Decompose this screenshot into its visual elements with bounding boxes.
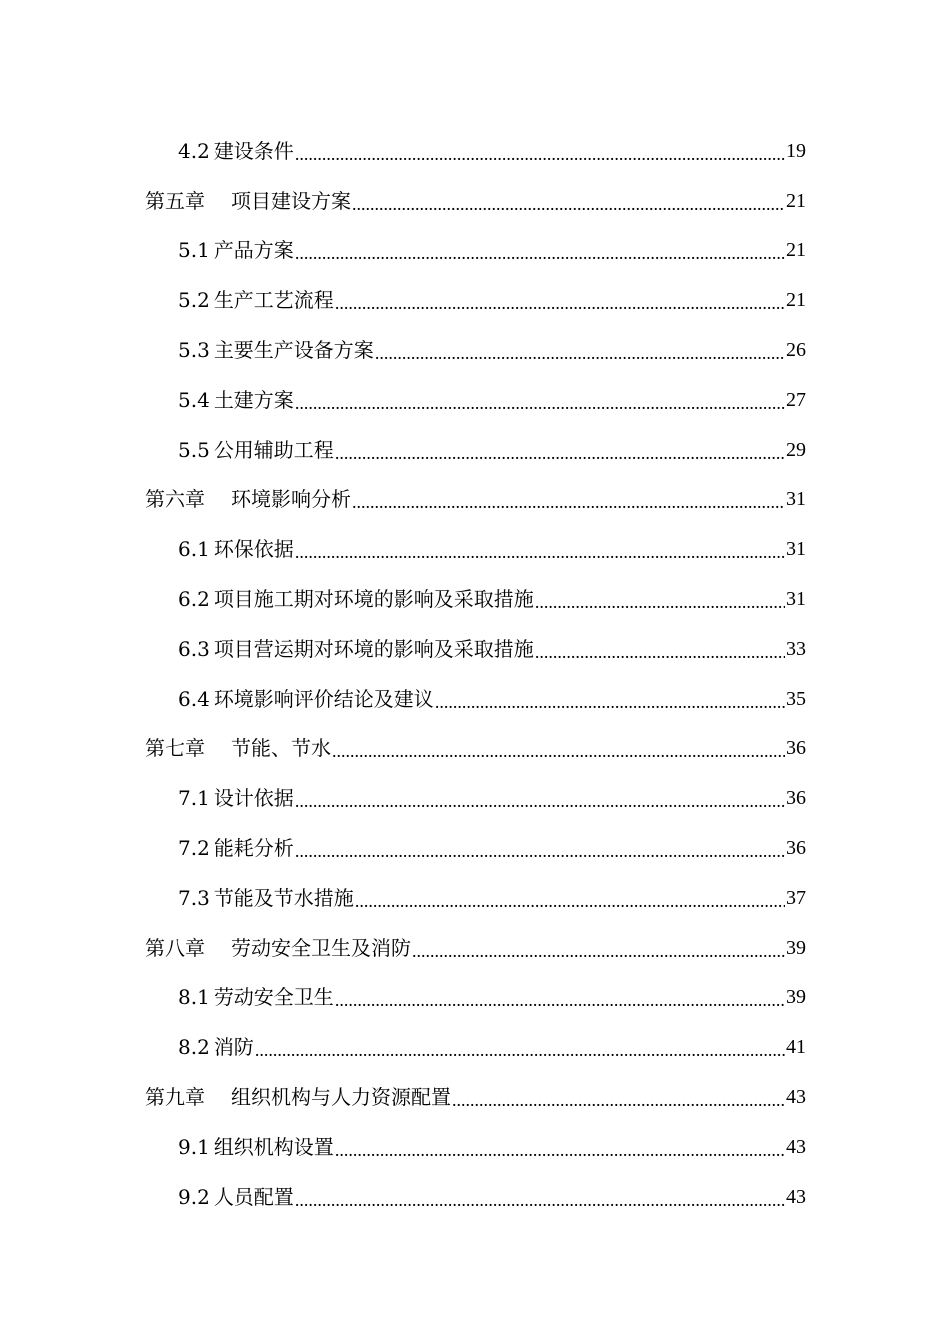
dot-leader — [335, 293, 785, 313]
dot-leader — [352, 492, 785, 512]
toc-entry-title — [178, 836, 294, 861]
toc-entry-number: 6.4 — [178, 686, 210, 711]
toc-section-entry[interactable] — [0, 524, 950, 574]
toc-entry-text: 组织机构设置 — [213, 1134, 334, 1159]
toc-entry-title — [145, 935, 411, 960]
toc-page-number: 29 — [786, 438, 806, 461]
dot-leader — [295, 791, 785, 811]
toc-entry-number: 9.2 — [178, 1184, 210, 1209]
toc-entry-text: 劳动安全卫生 — [213, 985, 334, 1010]
toc-page-number: 31 — [786, 488, 806, 511]
toc-page-number: 39 — [786, 936, 806, 959]
toc-entry-title — [178, 636, 534, 661]
toc-entry-title — [178, 288, 334, 313]
toc-entry-number: 5.2 — [178, 288, 210, 313]
dot-leader — [452, 1090, 785, 1110]
toc-entry-text: 节能、节水 — [231, 736, 331, 761]
toc-section-entry[interactable] — [0, 574, 950, 624]
toc-page-number: 21 — [786, 289, 806, 312]
toc-page-number: 31 — [786, 588, 806, 611]
toc-entry-text: 生产工艺流程 — [213, 288, 334, 313]
toc-entry-text: 能耗分析 — [213, 836, 294, 861]
toc-entry-text: 项目施工期对环境的影响及采取措施 — [213, 587, 534, 612]
toc-entry-text: 产品方案 — [213, 238, 294, 263]
toc-entry-text: 建设条件 — [213, 138, 294, 163]
toc-entry-number: 第八章 — [145, 935, 205, 960]
dot-leader — [335, 990, 785, 1010]
toc-entry-title — [178, 138, 294, 163]
toc-entry-number: 5.4 — [178, 387, 210, 412]
toc-page-number: 43 — [786, 1185, 806, 1208]
toc-entry-title — [178, 1184, 294, 1209]
toc-entry-number: 7.2 — [178, 836, 210, 861]
toc-entry-title — [178, 437, 334, 462]
toc-page-number: 33 — [786, 637, 806, 660]
dot-leader — [295, 144, 785, 164]
toc-entry-title — [178, 537, 294, 562]
toc-entry-title — [145, 736, 331, 761]
dot-leader — [295, 542, 785, 562]
toc-chapter-entry[interactable] — [0, 475, 950, 525]
toc-entry-text: 主要生产设备方案 — [213, 338, 374, 363]
toc-entry-text: 项目建设方案 — [231, 188, 351, 213]
toc-section-entry[interactable] — [0, 1172, 950, 1222]
dot-leader — [295, 393, 785, 413]
toc-section-entry[interactable] — [0, 624, 950, 674]
toc-entry-number: 8.1 — [178, 985, 210, 1010]
toc-entry-number: 6.2 — [178, 587, 210, 612]
toc-page-number: 36 — [786, 787, 806, 810]
toc-entry-text: 项目营运期对环境的影响及采取措施 — [213, 636, 534, 661]
table-of-contents — [0, 126, 950, 1222]
toc-entry-title — [145, 1085, 451, 1110]
dot-leader — [335, 1140, 785, 1160]
toc-section-entry[interactable] — [0, 674, 950, 724]
toc-entry-text: 劳动安全卫生及消防 — [231, 935, 411, 960]
dot-leader — [332, 741, 785, 761]
toc-entry-title — [178, 238, 294, 263]
toc-entry-title — [178, 885, 354, 910]
toc-section-entry[interactable] — [0, 873, 950, 923]
dot-leader — [295, 243, 785, 263]
toc-entry-number: 5.1 — [178, 238, 210, 263]
toc-page-number: 39 — [786, 986, 806, 1009]
toc-entry-text: 环境影响评价结论及建议 — [213, 686, 434, 711]
toc-entry-text: 公用辅助工程 — [213, 437, 334, 462]
toc-entry-number: 8.2 — [178, 1035, 210, 1060]
toc-page-number: 21 — [786, 239, 806, 262]
toc-chapter-entry[interactable] — [0, 176, 950, 226]
toc-section-entry[interactable] — [0, 1022, 950, 1072]
dot-leader — [295, 1190, 785, 1210]
toc-section-entry[interactable] — [0, 973, 950, 1023]
toc-entry-text: 节能及节水措施 — [213, 885, 354, 910]
toc-entry-text: 消防 — [213, 1035, 254, 1060]
toc-chapter-entry[interactable] — [0, 724, 950, 774]
toc-section-entry[interactable] — [0, 375, 950, 425]
dot-leader — [335, 443, 785, 463]
toc-entry-number: 第六章 — [145, 487, 205, 512]
toc-entry-title — [145, 487, 351, 512]
toc-page-number: 37 — [786, 886, 806, 909]
toc-section-entry[interactable] — [0, 1122, 950, 1172]
toc-entry-number: 5.3 — [178, 338, 210, 363]
toc-page-number: 41 — [786, 1036, 806, 1059]
toc-entry-number: 4.2 — [178, 138, 210, 163]
dot-leader — [435, 692, 785, 712]
dot-leader — [352, 194, 785, 214]
toc-entry-text: 土建方案 — [213, 387, 294, 412]
toc-entry-number: 第九章 — [145, 1085, 205, 1110]
toc-page-number: 21 — [786, 189, 806, 212]
dot-leader — [375, 343, 785, 363]
toc-entry-number: 6.1 — [178, 537, 210, 562]
toc-page-number: 27 — [786, 388, 806, 411]
toc-entry-number: 第七章 — [145, 736, 205, 761]
toc-entry-title — [145, 188, 351, 213]
toc-entry-text: 环保依据 — [213, 537, 294, 562]
toc-page-number: 43 — [786, 1135, 806, 1158]
toc-section-entry[interactable] — [0, 226, 950, 276]
toc-page-number: 43 — [786, 1086, 806, 1109]
toc-page-number: 31 — [786, 538, 806, 561]
toc-section-entry[interactable] — [0, 425, 950, 475]
toc-section-entry[interactable] — [0, 823, 950, 873]
toc-section-entry[interactable] — [0, 126, 950, 176]
toc-entry-title — [178, 686, 434, 711]
toc-entry-number: 第五章 — [145, 188, 205, 213]
toc-entry-number: 7.3 — [178, 885, 210, 910]
toc-page-number: 36 — [786, 737, 806, 760]
dot-leader — [355, 891, 785, 911]
toc-entry-title — [178, 1035, 254, 1060]
toc-section-entry[interactable] — [0, 773, 950, 823]
dot-leader — [255, 1040, 785, 1060]
toc-entry-text: 人员配置 — [213, 1184, 294, 1209]
toc-entry-title — [178, 1134, 334, 1159]
toc-entry-title — [178, 387, 294, 412]
toc-entry-title — [178, 786, 294, 811]
dot-leader — [412, 941, 785, 961]
toc-chapter-entry[interactable] — [0, 1072, 950, 1122]
toc-chapter-entry[interactable] — [0, 923, 950, 973]
dot-leader — [295, 841, 785, 861]
dot-leader — [535, 642, 785, 662]
toc-entry-text: 环境影响分析 — [231, 487, 351, 512]
toc-entry-title — [178, 338, 374, 363]
toc-entry-text: 组织机构与人力资源配置 — [231, 1085, 451, 1110]
toc-entry-title — [178, 985, 334, 1010]
toc-page-number: 19 — [786, 139, 806, 162]
toc-entry-text: 设计依据 — [213, 786, 294, 811]
toc-section-entry[interactable] — [0, 275, 950, 325]
dot-leader — [535, 592, 785, 612]
toc-page-number: 36 — [786, 837, 806, 860]
toc-entry-number: 7.1 — [178, 786, 210, 811]
toc-entry-title — [178, 587, 534, 612]
toc-page-number: 26 — [786, 339, 806, 362]
toc-page-number: 35 — [786, 687, 806, 710]
toc-entry-number: 9.1 — [178, 1134, 210, 1159]
toc-entry-number: 6.3 — [178, 636, 210, 661]
toc-entry-number: 5.5 — [178, 437, 210, 462]
toc-section-entry[interactable] — [0, 325, 950, 375]
